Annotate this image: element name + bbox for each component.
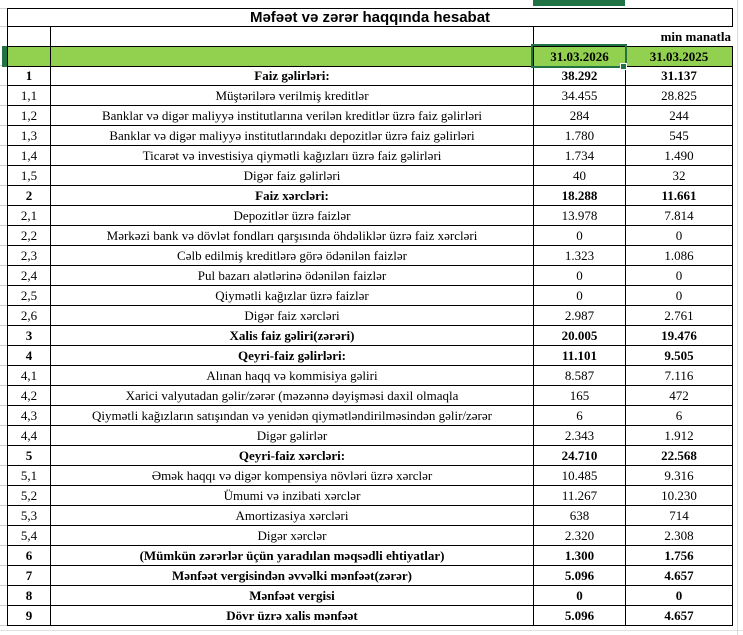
value-2025-cell[interactable]: 19.476 <box>626 326 733 345</box>
table-row <box>8 426 733 446</box>
table-row <box>8 286 733 306</box>
row-number-cell[interactable]: 5,4 <box>8 526 51 545</box>
value-2026-cell[interactable]: 5.096 <box>534 566 626 585</box>
value-2026-cell[interactable]: 0 <box>534 286 626 305</box>
value-2025-cell[interactable]: 244 <box>626 106 733 125</box>
value-2026-cell[interactable]: 11.101 <box>534 346 626 365</box>
value-2025-cell[interactable]: 4.657 <box>626 606 733 625</box>
value-2025-cell[interactable]: 0 <box>626 266 733 285</box>
value-2025-cell[interactable]: 1.756 <box>626 546 733 565</box>
row-label-cell[interactable]: Xarici valyutadan gəlir/zərər (məzənnə dəyişməsi daxil olmaqla <box>51 386 534 405</box>
table-row <box>8 466 733 486</box>
row-number-cell[interactable]: 1,4 <box>8 146 51 165</box>
value-2026-cell[interactable]: 34.455 <box>534 86 626 105</box>
empty-cell[interactable] <box>7 26 51 47</box>
row-number-cell[interactable]: 2,6 <box>8 306 51 325</box>
report-title: Məfəət və zərər haqqında hesabat <box>249 9 491 26</box>
row-label-cell[interactable]: Qiymətli kağızlar üzrə faizlər <box>51 286 534 305</box>
empty-cell[interactable] <box>50 26 534 47</box>
value-2025-cell[interactable]: 7.814 <box>626 206 733 225</box>
row-label-cell[interactable]: Digər faiz gəlirləri <box>51 166 534 185</box>
table-body <box>7 66 733 626</box>
value-2025-cell[interactable]: 1.086 <box>626 246 733 265</box>
row-number-cell[interactable]: 2,2 <box>8 226 51 245</box>
row-label-cell[interactable]: Əmək haqqı və digər kompensiya növləri üzrə xərclər <box>51 466 534 485</box>
row-number-cell[interactable]: 2 <box>8 186 51 205</box>
value-2026-cell[interactable]: 6 <box>534 406 626 425</box>
value-2025-cell[interactable]: 11.661 <box>626 186 733 205</box>
row-label-cell[interactable]: Digər xərclər <box>51 526 534 545</box>
value-2026-cell[interactable]: 2.987 <box>534 306 626 325</box>
value-2025-cell[interactable]: 32 <box>626 166 733 185</box>
row-label-cell[interactable]: Pul bazarı alətlərinə ödənilən faizlər <box>51 266 534 285</box>
value-2026-cell[interactable]: 284 <box>534 106 626 125</box>
table-row <box>8 146 733 166</box>
table-row <box>8 226 733 246</box>
row-number-cell[interactable]: 4 <box>8 346 51 365</box>
value-2026-cell[interactable]: 40 <box>534 166 626 185</box>
value-2026-cell[interactable]: 8.587 <box>534 366 626 385</box>
header-cell-date-2026[interactable]: 31.03.2026 <box>534 47 626 66</box>
row-label-cell[interactable]: Mərkəzi bank və dövlət fondları qarşısında öhdəliklər üzrə faiz xərcləri <box>51 226 534 245</box>
fill-handle[interactable] <box>620 63 627 70</box>
value-2026-cell[interactable]: 1.734 <box>534 146 626 165</box>
table-row <box>8 326 733 346</box>
row-label-cell[interactable]: Cəlb edilmiş kreditlərə görə ödənilən faizlər <box>51 246 534 265</box>
row-number-cell[interactable]: 1,3 <box>8 126 51 145</box>
value-2025-cell[interactable]: 4.657 <box>626 566 733 585</box>
row-label-cell[interactable]: Müştərilərə verilmiş kreditlər <box>51 86 534 105</box>
row-number-cell[interactable]: 1,2 <box>8 106 51 125</box>
row-number-cell[interactable]: 1,1 <box>8 86 51 105</box>
row-label-cell[interactable]: Faiz xərcləri: <box>51 186 534 205</box>
table-row <box>8 126 733 146</box>
gridline <box>0 26 7 27</box>
row-label-cell[interactable]: Digər faiz xərcləri <box>51 306 534 325</box>
table-row <box>8 406 733 426</box>
row-label-cell[interactable]: Qeyri-faiz xərcləri: <box>51 446 534 465</box>
value-2025-cell[interactable]: 1.490 <box>626 146 733 165</box>
row-number-cell[interactable]: 2,5 <box>8 286 51 305</box>
table-row <box>8 206 733 226</box>
row-number-cell[interactable]: 9 <box>8 606 51 625</box>
table-row <box>8 366 733 386</box>
table-row <box>8 306 733 326</box>
value-2025-cell[interactable]: 28.825 <box>626 86 733 105</box>
row-number-cell[interactable]: 2,4 <box>8 266 51 285</box>
table-row <box>8 506 733 526</box>
value-2025-cell[interactable]: 2.308 <box>626 526 733 545</box>
row-number-cell[interactable]: 6 <box>8 546 51 565</box>
table-row <box>8 566 733 586</box>
row-number-cell[interactable]: 5 <box>8 446 51 465</box>
row-label-cell[interactable]: Banklar və digər maliyyə institutlarına verilən kreditlər üzrə faiz gəlirləri <box>51 106 534 125</box>
value-2026-cell[interactable]: 2.343 <box>534 426 626 445</box>
row-number-cell[interactable]: 4,2 <box>8 386 51 405</box>
row-label-cell[interactable]: Amortizasiya xərcləri <box>51 506 534 525</box>
value-2026-cell[interactable]: 1.780 <box>534 126 626 145</box>
row-number-cell[interactable]: 1,5 <box>8 166 51 185</box>
value-2025-cell[interactable]: 22.568 <box>626 446 733 465</box>
gridline <box>0 630 743 631</box>
value-2026-cell[interactable]: 638 <box>534 506 626 525</box>
row-label-cell[interactable]: Xalis faiz gəliri(zərəri) <box>51 326 534 345</box>
row-label-cell[interactable]: Digər gəlirlər <box>51 426 534 445</box>
value-2026-cell[interactable]: 13.978 <box>534 206 626 225</box>
value-2025-cell[interactable]: 0 <box>626 286 733 305</box>
row-label-cell[interactable]: Mənfəət vergisi <box>51 586 534 605</box>
value-2026-cell[interactable]: 24.710 <box>534 446 626 465</box>
value-2025-cell[interactable]: 0 <box>626 586 733 605</box>
left-gridlines <box>0 46 7 627</box>
table-row <box>8 386 733 406</box>
row-number-cell[interactable]: 1 <box>8 66 51 85</box>
header-cell-description[interactable] <box>51 47 534 66</box>
row-label-cell[interactable]: Ümumi və inzibati xərclər <box>51 486 534 505</box>
table-row <box>8 186 733 206</box>
report-title-cell[interactable] <box>7 8 733 27</box>
value-2026-cell[interactable]: 20.005 <box>534 326 626 345</box>
value-2025-cell[interactable]: 1.912 <box>626 426 733 445</box>
value-2026-cell[interactable]: 38.292 <box>534 66 626 85</box>
value-2025-cell[interactable]: 0 <box>626 226 733 245</box>
value-2025-cell[interactable]: 7.116 <box>626 366 733 385</box>
value-2025-cell[interactable]: 714 <box>626 506 733 525</box>
value-2025-cell[interactable]: 31.137 <box>626 66 733 85</box>
table-row <box>8 606 733 626</box>
table-row <box>8 526 733 546</box>
value-2026-cell[interactable]: 1.300 <box>534 546 626 565</box>
row-label-cell[interactable]: Ticarət və investisiya qiymətli kağızları üzrə faiz gəlirləri <box>51 146 534 165</box>
row-number-cell[interactable]: 5,1 <box>8 466 51 485</box>
value-2026-cell[interactable]: 2.320 <box>534 526 626 545</box>
value-2026-cell[interactable]: 5.096 <box>534 606 626 625</box>
row-label-cell[interactable]: Depozitlər üzrə faizlər <box>51 206 534 225</box>
row-label-cell[interactable]: (Mümkün zərərlər üçün yaradılan məqsədli ehtiyatlar) <box>51 546 534 565</box>
table-row <box>8 266 733 286</box>
value-2026-cell[interactable]: 18.288 <box>534 186 626 205</box>
row-label-cell[interactable]: Banklar və digər maliyyə institutlarındakı depozitlər üzrə faiz gəlirləri <box>51 126 534 145</box>
row-number-cell[interactable]: 4,1 <box>8 366 51 385</box>
row-number-cell[interactable]: 7 <box>8 566 51 585</box>
row-number-cell[interactable]: 5,2 <box>8 486 51 505</box>
table-row <box>8 546 733 566</box>
value-2025-cell[interactable]: 545 <box>626 126 733 145</box>
value-2026-cell[interactable]: 1.323 <box>534 246 626 265</box>
row-number-cell[interactable]: 8 <box>8 586 51 605</box>
gridline <box>0 8 7 9</box>
row-label-cell[interactable]: Dövr üzrə xalis mənfəət <box>51 606 534 625</box>
row-label-cell[interactable]: Faiz gəlirləri: <box>51 66 534 85</box>
header-cell-number[interactable] <box>8 47 51 66</box>
table-row <box>8 86 733 106</box>
table-row <box>8 246 733 266</box>
value-2025-cell[interactable]: 472 <box>626 386 733 405</box>
row-number-cell[interactable]: 4,3 <box>8 406 51 425</box>
row-label-cell[interactable]: Mənfəət vergisindən əvvəlki mənfəət(zərər) <box>51 566 534 585</box>
value-2026-cell[interactable]: 0 <box>534 586 626 605</box>
row-number-cell[interactable]: 3 <box>8 326 51 345</box>
unit-note: min manatla <box>660 28 731 44</box>
value-2025-cell[interactable]: 6 <box>626 406 733 425</box>
row-number-cell[interactable]: 2,3 <box>8 246 51 265</box>
value-2026-cell[interactable]: 0 <box>534 226 626 245</box>
table-row <box>8 486 733 506</box>
row-label-cell[interactable]: Qiymətli kağızların satışından və yenidən qiymətləndirilməsindən gəlir/zərər <box>51 406 534 425</box>
value-2026-cell[interactable]: 10.485 <box>534 466 626 485</box>
value-2025-cell[interactable]: 9.316 <box>626 466 733 485</box>
gridline <box>737 0 738 635</box>
value-2026-cell[interactable]: 0 <box>534 266 626 285</box>
top-column-strip <box>533 0 625 6</box>
value-2025-cell[interactable]: 9.505 <box>626 346 733 365</box>
table-row <box>8 346 733 366</box>
value-2025-cell[interactable]: 10.230 <box>626 486 733 505</box>
row-number-cell[interactable]: 5,3 <box>8 506 51 525</box>
row-number-cell[interactable]: 4,4 <box>8 426 51 445</box>
row-number-cell[interactable]: 2,1 <box>8 206 51 225</box>
table-row <box>8 446 733 466</box>
value-2026-cell[interactable]: 11.267 <box>534 486 626 505</box>
table-row <box>8 586 733 606</box>
table-row <box>8 166 733 186</box>
table-row <box>8 106 733 126</box>
unit-note-cell[interactable] <box>625 26 732 47</box>
value-2026-cell[interactable]: 165 <box>534 386 626 405</box>
row-label-cell[interactable]: Qeyri-faiz gəlirləri: <box>51 346 534 365</box>
row-label-cell[interactable]: Alınan haqq və kommisiya gəliri <box>51 366 534 385</box>
value-2025-cell[interactable]: 2.761 <box>626 306 733 325</box>
header-cell-date-2025[interactable]: 31.03.2025 <box>626 47 732 66</box>
